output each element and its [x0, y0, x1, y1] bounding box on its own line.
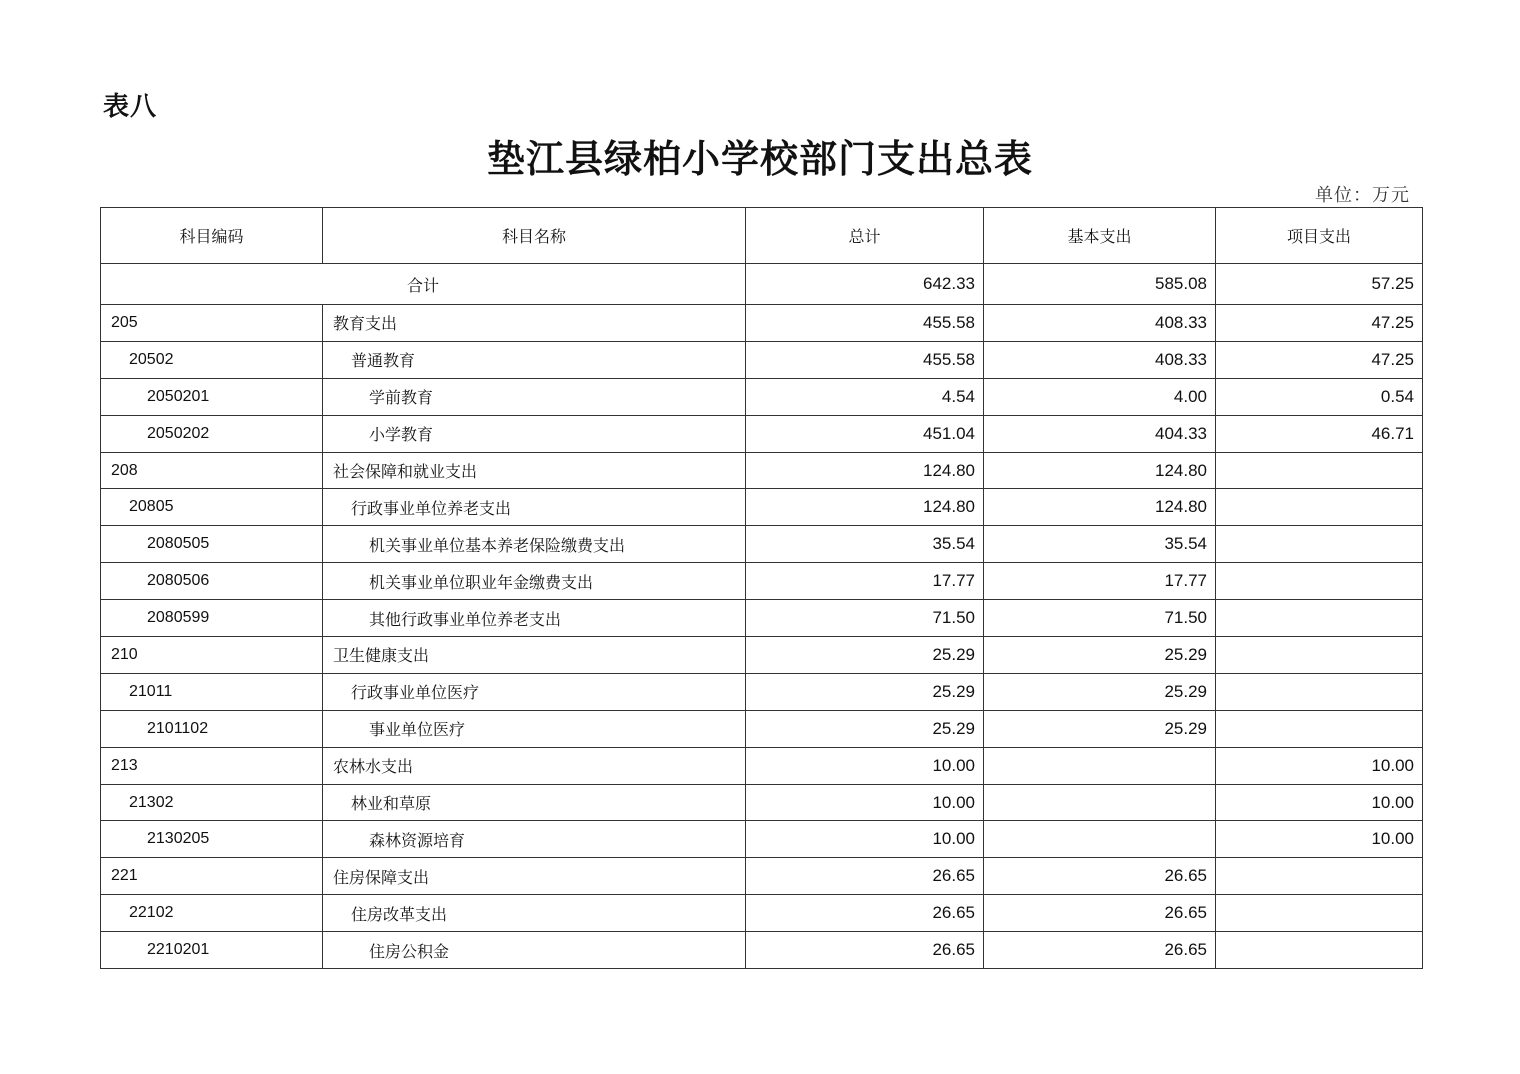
- basic-expenditure-cell: 35.54: [984, 526, 1216, 563]
- project-expenditure-cell: [1216, 932, 1423, 969]
- subject-name-cell: 林业和草原: [323, 784, 746, 821]
- subject-code-cell: 20805: [101, 489, 323, 526]
- subject-name-cell: 住房改革支出: [323, 895, 746, 932]
- total-basic: 585.08: [984, 264, 1216, 305]
- project-expenditure-cell: 10.00: [1216, 747, 1423, 784]
- basic-expenditure-cell: 4.00: [984, 378, 1216, 415]
- header-project-expenditure: 项目支出: [1216, 208, 1423, 264]
- subject-name-cell: 卫生健康支出: [323, 637, 746, 674]
- subject-code-cell: 2130205: [101, 821, 323, 858]
- total-cell: 71.50: [746, 600, 984, 637]
- subject-name-cell: 社会保障和就业支出: [323, 452, 746, 489]
- basic-expenditure-cell: 26.65: [984, 932, 1216, 969]
- subject-name-cell: 住房公积金: [323, 932, 746, 969]
- subject-name-cell: 教育支出: [323, 305, 746, 342]
- basic-expenditure-cell: 26.65: [984, 895, 1216, 932]
- basic-expenditure-cell: [984, 821, 1216, 858]
- table-row: [101, 637, 1423, 674]
- subject-code-cell: 20502: [101, 341, 323, 378]
- total-cell: 124.80: [746, 452, 984, 489]
- subject-name-cell: 行政事业单位养老支出: [323, 489, 746, 526]
- subject-name-cell: 森林资源培育: [323, 821, 746, 858]
- table-row: [101, 526, 1423, 563]
- basic-expenditure-cell: 71.50: [984, 600, 1216, 637]
- project-expenditure-cell: 47.25: [1216, 341, 1423, 378]
- subject-code-cell: 2080505: [101, 526, 323, 563]
- basic-expenditure-cell: 25.29: [984, 710, 1216, 747]
- table-row: [101, 747, 1423, 784]
- subject-name-cell: 机关事业单位基本养老保险缴费支出: [323, 526, 746, 563]
- total-cell: 17.77: [746, 563, 984, 600]
- project-expenditure-cell: [1216, 637, 1423, 674]
- subject-code-cell: 2080599: [101, 600, 323, 637]
- total-label: 合计: [101, 264, 746, 305]
- subject-code-cell: 2050202: [101, 415, 323, 452]
- table-row: [101, 378, 1423, 415]
- subject-name-cell: 机关事业单位职业年金缴费支出: [323, 563, 746, 600]
- project-expenditure-cell: [1216, 895, 1423, 932]
- table-row: [101, 305, 1423, 342]
- total-row: [101, 264, 1423, 305]
- table-row: [101, 821, 1423, 858]
- table-row: [101, 784, 1423, 821]
- table-row: [101, 673, 1423, 710]
- table-row: [101, 415, 1423, 452]
- subject-name-cell: 普通教育: [323, 341, 746, 378]
- project-expenditure-cell: 10.00: [1216, 821, 1423, 858]
- project-expenditure-cell: [1216, 600, 1423, 637]
- project-expenditure-cell: [1216, 452, 1423, 489]
- subject-code-cell: 213: [101, 747, 323, 784]
- total-cell: 25.29: [746, 673, 984, 710]
- subject-code-cell: 208: [101, 452, 323, 489]
- basic-expenditure-cell: [984, 784, 1216, 821]
- subject-name-cell: 学前教育: [323, 378, 746, 415]
- total-cell: 26.65: [746, 932, 984, 969]
- project-expenditure-cell: 47.25: [1216, 305, 1423, 342]
- subject-name-cell: 行政事业单位医疗: [323, 673, 746, 710]
- subject-code-cell: 21302: [101, 784, 323, 821]
- project-expenditure-cell: 10.00: [1216, 784, 1423, 821]
- basic-expenditure-cell: 408.33: [984, 341, 1216, 378]
- project-expenditure-cell: 46.71: [1216, 415, 1423, 452]
- basic-expenditure-cell: 17.77: [984, 563, 1216, 600]
- total-cell: 455.58: [746, 341, 984, 378]
- table-number-label: 表八: [103, 92, 158, 122]
- subject-code-cell: 205: [101, 305, 323, 342]
- table-header-row: [101, 208, 1423, 264]
- basic-expenditure-cell: [984, 747, 1216, 784]
- total-cell: 25.29: [746, 637, 984, 674]
- basic-expenditure-cell: 124.80: [984, 489, 1216, 526]
- basic-expenditure-cell: 408.33: [984, 305, 1216, 342]
- basic-expenditure-cell: 404.33: [984, 415, 1216, 452]
- unit-label: 单位：万元: [1315, 185, 1410, 206]
- subject-name-cell: 住房保障支出: [323, 858, 746, 895]
- header-basic-expenditure: 基本支出: [984, 208, 1216, 264]
- subject-name-cell: 事业单位医疗: [323, 710, 746, 747]
- subject-code-cell: 21011: [101, 673, 323, 710]
- project-expenditure-cell: [1216, 710, 1423, 747]
- total-amount: 642.33: [746, 264, 984, 305]
- table-row: [101, 563, 1423, 600]
- subject-name-cell: 小学教育: [323, 415, 746, 452]
- total-cell: 451.04: [746, 415, 984, 452]
- basic-expenditure-cell: 25.29: [984, 637, 1216, 674]
- basic-expenditure-cell: 124.80: [984, 452, 1216, 489]
- subject-code-cell: 221: [101, 858, 323, 895]
- subject-code-cell: 2101102: [101, 710, 323, 747]
- header-total: 总计: [746, 208, 984, 264]
- expenditure-table: [100, 207, 1423, 969]
- subject-code-cell: 2210201: [101, 932, 323, 969]
- project-expenditure-cell: [1216, 563, 1423, 600]
- total-cell: 10.00: [746, 784, 984, 821]
- project-expenditure-cell: [1216, 526, 1423, 563]
- total-cell: 4.54: [746, 378, 984, 415]
- table-row: [101, 895, 1423, 932]
- project-expenditure-cell: [1216, 489, 1423, 526]
- total-cell: 124.80: [746, 489, 984, 526]
- project-expenditure-cell: 0.54: [1216, 378, 1423, 415]
- table-row: [101, 710, 1423, 747]
- header-subject-code: 科目编码: [101, 208, 323, 264]
- project-expenditure-cell: [1216, 858, 1423, 895]
- table-row: [101, 600, 1423, 637]
- total-cell: 26.65: [746, 895, 984, 932]
- basic-expenditure-cell: 26.65: [984, 858, 1216, 895]
- total-project: 57.25: [1216, 264, 1423, 305]
- total-cell: 26.65: [746, 858, 984, 895]
- subject-name-cell: 其他行政事业单位养老支出: [323, 600, 746, 637]
- subject-code-cell: 2050201: [101, 378, 323, 415]
- table-row: [101, 489, 1423, 526]
- table-row: [101, 341, 1423, 378]
- total-cell: 25.29: [746, 710, 984, 747]
- total-cell: 10.00: [746, 821, 984, 858]
- subject-name-cell: 农林水支出: [323, 747, 746, 784]
- basic-expenditure-cell: 25.29: [984, 673, 1216, 710]
- project-expenditure-cell: [1216, 673, 1423, 710]
- page-title: 垫江县绿柏小学校部门支出总表: [486, 136, 1033, 181]
- subject-code-cell: 22102: [101, 895, 323, 932]
- header-subject-name: 科目名称: [323, 208, 746, 264]
- subject-code-cell: 210: [101, 637, 323, 674]
- total-cell: 455.58: [746, 305, 984, 342]
- table-row: [101, 452, 1423, 489]
- table-row: [101, 858, 1423, 895]
- subject-code-cell: 2080506: [101, 563, 323, 600]
- total-cell: 35.54: [746, 526, 984, 563]
- total-cell: 10.00: [746, 747, 984, 784]
- table-row: [101, 932, 1423, 969]
